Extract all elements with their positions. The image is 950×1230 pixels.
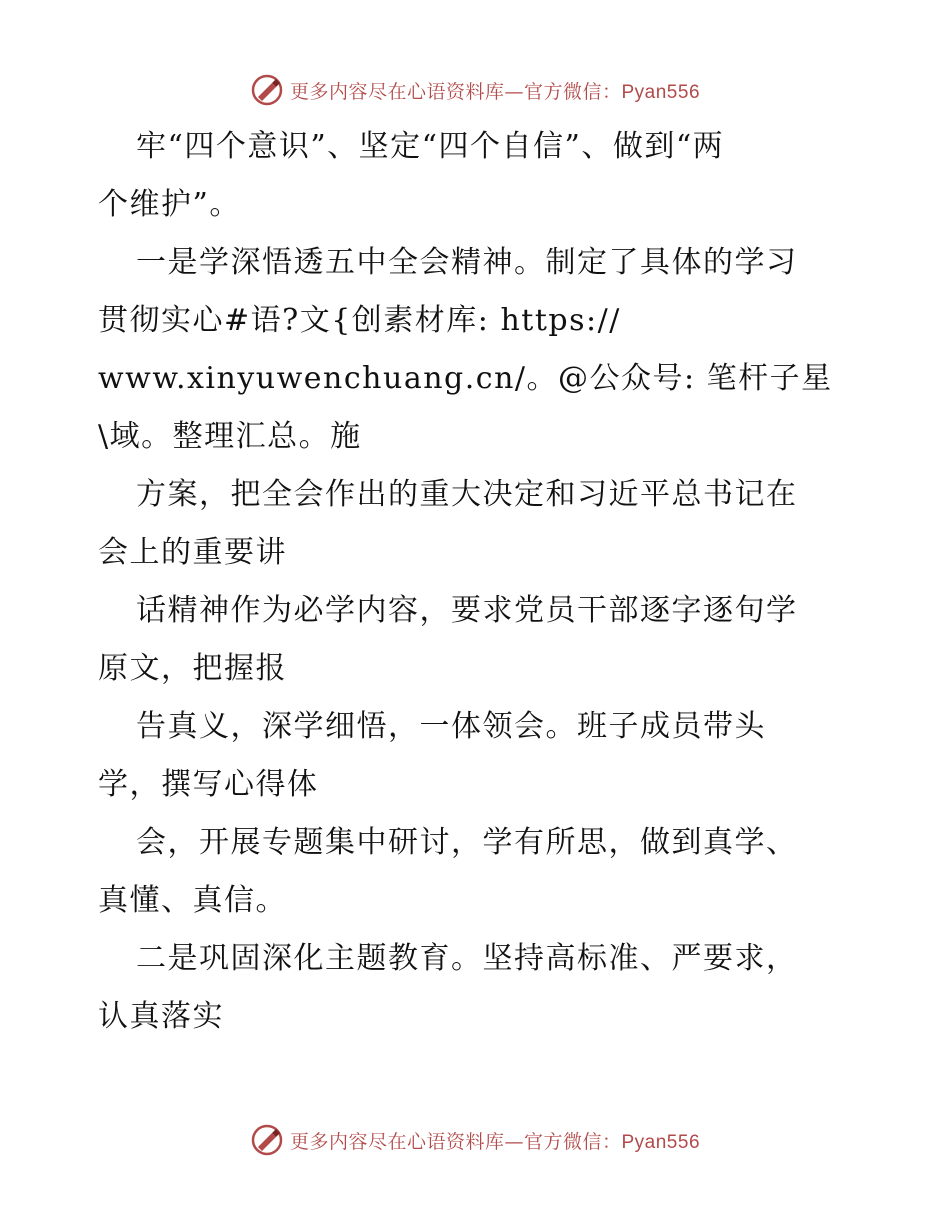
body-line: 牢“四个意识”、坚定“四个自信”、做到“两 — [136, 129, 725, 164]
body-line: 二是巩固深化主题教育。坚持高标准、严要求， — [136, 941, 798, 976]
banner-official: 官方微信： — [523, 80, 622, 103]
body-line: 告真义，深学细悟，一体领会。班子成员带头 — [136, 709, 766, 744]
body-line: 学，撰写心得体 — [98, 767, 319, 802]
body-line: 个维护”。 — [98, 187, 241, 222]
body-line: 贯彻实心#语?文{创素材库: https:// — [98, 303, 621, 338]
banner-official: 官方微信： — [523, 1130, 622, 1153]
banner-dash: — — [504, 1130, 524, 1153]
body-line: 话精神作为必学内容，要求党员干部逐字逐句学 — [136, 593, 798, 628]
body-line: www.xinyuwenchuang.cn/。@公众号: 笔杆子星 — [98, 361, 833, 396]
banner-slogan: 更多内容尽在心语资料库 — [289, 80, 505, 103]
banner-text — [290, 1127, 700, 1154]
banner-text — [290, 77, 700, 104]
banner-account: Pyan556 — [621, 1131, 701, 1153]
body-line: 真懂、真信。 — [98, 883, 287, 918]
banner-account: Pyan556 — [621, 81, 701, 103]
banner-dash: — — [504, 80, 524, 103]
pen-seal-icon — [250, 73, 284, 107]
pen-seal-icon — [250, 1123, 284, 1157]
body-line: 方案，把全会作出的重大决定和习近平总书记在 — [136, 477, 798, 512]
body-line: 认真落实 — [98, 999, 224, 1034]
footer-banner — [0, 1120, 950, 1160]
header-banner — [0, 70, 950, 110]
body-line: \域。整理汇总。施 — [98, 419, 362, 454]
document-body — [98, 118, 868, 1046]
body-line: 一是学深悟透五中全会精神。制定了具体的学习 — [136, 245, 798, 280]
banner-slogan: 更多内容尽在心语资料库 — [289, 1130, 505, 1153]
body-line: 会，开展专题集中研讨，学有所思，做到真学、 — [136, 825, 798, 860]
body-line: 原文，把握报 — [98, 651, 287, 686]
body-line: 会上的重要讲 — [98, 535, 287, 570]
